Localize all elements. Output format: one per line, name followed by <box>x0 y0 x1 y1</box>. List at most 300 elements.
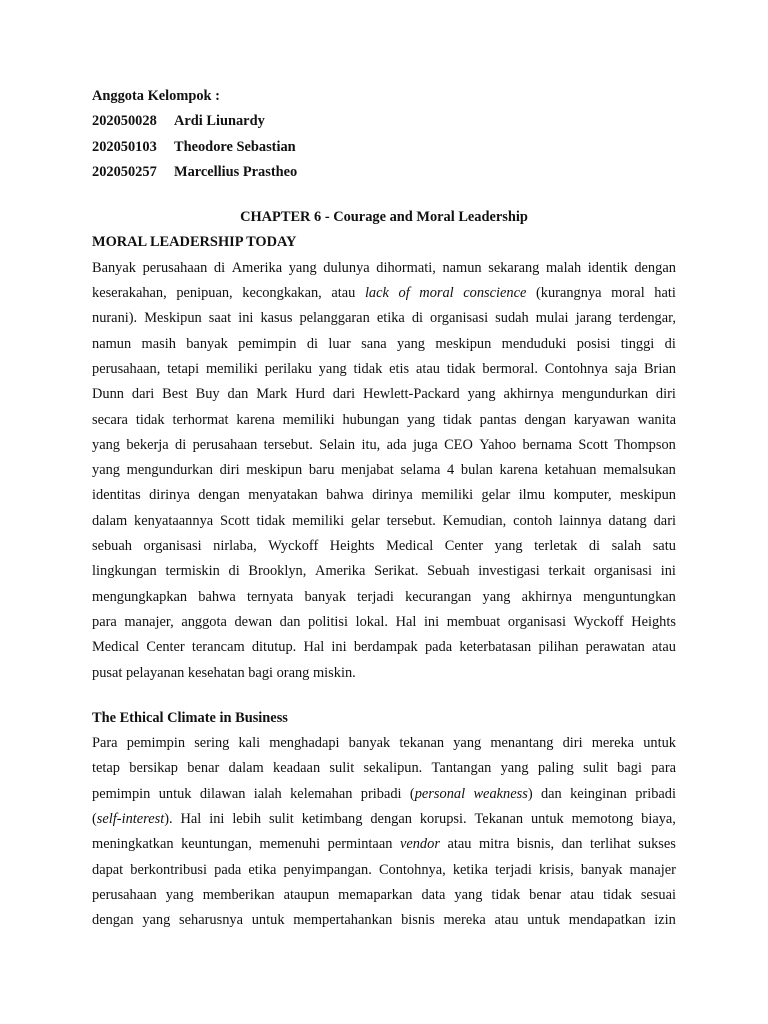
word: moral <box>611 285 645 302</box>
word: dan <box>279 613 301 630</box>
word: identitas <box>92 487 141 504</box>
word: identik <box>587 259 628 276</box>
word: yang <box>318 360 347 377</box>
text-line <box>92 408 676 433</box>
word: dan <box>561 836 583 853</box>
word: wanita <box>637 411 676 428</box>
document-page <box>92 84 676 934</box>
word: keuntungan, <box>181 836 252 853</box>
word: meningkatkan <box>92 836 174 853</box>
word: nurani). <box>92 310 138 327</box>
word: Heights <box>329 538 375 555</box>
word: organisasi <box>507 613 566 630</box>
word: pribadi <box>360 785 402 802</box>
word: dengan <box>370 811 412 828</box>
word: Wyckoff <box>573 613 624 630</box>
member-name: Ardi Liunardy <box>174 113 265 130</box>
word: mereka <box>443 912 486 929</box>
word: ini <box>209 811 225 828</box>
text-line <box>92 832 676 857</box>
word: karena <box>236 411 275 428</box>
word: tidak <box>353 360 383 377</box>
word: weakness <box>473 785 528 802</box>
word: sekarang <box>488 259 540 276</box>
word: malah <box>545 259 582 276</box>
word: dengan <box>634 259 676 276</box>
word: mengungkapkan <box>92 588 188 605</box>
word: lingkungan <box>92 563 157 580</box>
word: pelanggaran <box>299 310 370 327</box>
text-line <box>92 807 676 832</box>
word: posisi <box>576 335 611 352</box>
word: Center <box>146 639 185 656</box>
word: ini <box>423 613 440 630</box>
word: krisis, <box>538 861 574 878</box>
word: tidak <box>443 411 472 428</box>
word: seharusnya <box>179 912 243 929</box>
word: ketahuan <box>544 462 597 479</box>
word: dapat <box>92 861 124 878</box>
paragraph-last-line: pusat pelayanan kesehatan bagi orang miskin. <box>92 664 356 681</box>
word: gelar <box>351 512 380 529</box>
word: di <box>588 538 601 555</box>
word: menduduki <box>501 335 567 352</box>
word: bermoral. <box>482 360 538 377</box>
word: pemimpin <box>126 735 186 752</box>
word: yang <box>92 436 120 453</box>
word: perilaku <box>264 360 312 377</box>
word: sebuah <box>92 538 132 555</box>
word: di <box>664 335 676 352</box>
word: sulit <box>583 760 608 777</box>
word: lebih <box>232 811 262 828</box>
word: Contohnya, <box>378 861 446 878</box>
word: Best <box>162 386 188 403</box>
word: ialah <box>253 785 282 802</box>
word: dewan <box>234 613 273 630</box>
text-line <box>92 357 676 382</box>
word: banyak <box>186 335 228 352</box>
word: atau <box>494 912 519 929</box>
word: dengan <box>92 912 134 929</box>
word: ilmu <box>518 487 546 504</box>
member-name: Marcellius Prastheo <box>174 163 298 180</box>
word: tersebut. <box>263 436 313 453</box>
word: karena <box>499 462 538 479</box>
word: CEO <box>444 436 473 453</box>
word: dari <box>131 386 155 403</box>
word: di <box>175 436 187 453</box>
word: mulai <box>535 310 569 327</box>
word: memaparkan <box>338 886 413 903</box>
word: kelemahan <box>290 785 353 802</box>
word <box>97 811 173 827</box>
word: datang <box>608 512 647 529</box>
word: hati <box>654 285 676 302</box>
word: diri <box>562 735 583 752</box>
word: yang <box>453 735 482 752</box>
word: membuat <box>446 613 501 630</box>
word: satu <box>652 538 676 555</box>
text-line <box>92 509 676 534</box>
word: tinggi <box>620 335 655 352</box>
word: untuk <box>643 735 676 752</box>
text-line <box>92 635 676 660</box>
word: juga <box>412 436 438 453</box>
word: tersebut. <box>386 512 436 529</box>
word: data <box>421 886 446 903</box>
word: pada <box>214 861 242 878</box>
word: kali <box>238 735 261 752</box>
word: organisasi <box>143 538 202 555</box>
word: penipuan, <box>176 285 233 302</box>
word: dari <box>653 512 676 529</box>
word: ini <box>660 563 676 580</box>
word: meskipun <box>246 462 303 479</box>
word: ). <box>164 811 173 828</box>
word: tidak <box>256 512 286 529</box>
word: manajer <box>629 861 676 878</box>
word: bekerja <box>126 436 169 453</box>
word: memiliki <box>292 512 345 529</box>
word: vendor <box>399 836 440 853</box>
word: yang <box>142 912 171 929</box>
word: Hal <box>303 639 325 656</box>
word: mengundurkan <box>126 462 213 479</box>
word: mengundurkan <box>561 386 649 403</box>
word: untuk <box>251 912 285 929</box>
word: perusahaan <box>192 436 258 453</box>
word: Banyak <box>92 259 136 276</box>
word: terdengar, <box>618 310 676 327</box>
member-row <box>92 160 676 185</box>
word: pribadi <box>635 785 676 802</box>
word: akhirnya <box>503 386 554 403</box>
word: memotong <box>571 811 634 828</box>
word: di <box>213 259 226 276</box>
word: paling <box>537 760 574 777</box>
word: diri <box>655 386 676 403</box>
word: Serikat. <box>374 563 419 580</box>
word: akhirnya <box>521 588 573 605</box>
word: perusahaan <box>92 886 157 903</box>
word: sulit <box>269 811 294 828</box>
word: namun <box>92 335 132 352</box>
word: biaya, <box>641 811 676 828</box>
word: memiliki <box>205 360 258 377</box>
word: terkait <box>548 563 586 580</box>
word: Scott <box>578 436 608 453</box>
section-heading-ethical-climate: The Ethical Climate in Business <box>92 709 288 726</box>
word: perusahaan <box>142 259 208 276</box>
word: ada <box>386 436 407 453</box>
member-id: 202050257 <box>92 163 157 180</box>
word: Heights <box>631 613 676 630</box>
word: bahwa <box>198 588 236 605</box>
word: dari <box>332 386 356 403</box>
word: menantang <box>490 735 554 752</box>
word: Medical <box>92 639 140 656</box>
word: Hal <box>395 613 417 630</box>
word: para <box>92 613 117 630</box>
word: salah <box>611 538 642 555</box>
word: kenyataannya <box>134 512 214 529</box>
word: dalam <box>228 760 264 777</box>
word: untuk <box>530 811 564 828</box>
word: izin <box>654 912 676 929</box>
word: menjabat <box>341 462 394 479</box>
word: yang <box>165 886 194 903</box>
word: ( <box>409 785 415 802</box>
word: para <box>651 760 676 777</box>
member-row <box>92 135 676 160</box>
word: Yahoo <box>479 436 517 453</box>
text-line <box>92 433 676 458</box>
section-heading-moral-leadership: MORAL LEADERSHIP TODAY <box>92 234 297 251</box>
word: Meskipun <box>144 310 202 327</box>
word: keinginan <box>570 785 627 802</box>
word: mitra <box>478 836 510 853</box>
text-line <box>92 559 676 584</box>
word: pada <box>424 639 453 656</box>
word: pemimpin <box>92 785 151 802</box>
word: Medical <box>386 538 434 555</box>
text-line <box>92 908 676 933</box>
word: karyawan <box>573 411 630 428</box>
word: mendapatkan <box>568 912 646 929</box>
text-line <box>92 306 676 331</box>
word: dan <box>227 386 249 403</box>
member-id: 202050103 <box>92 138 157 155</box>
word: sulit <box>329 760 355 777</box>
text-line <box>92 281 676 306</box>
word: namun <box>442 259 482 276</box>
text-line <box>92 731 676 756</box>
word: personal <box>414 785 466 802</box>
word: tidak <box>491 886 521 903</box>
word: kecongkakan, <box>242 285 322 302</box>
word: komputer, <box>553 487 612 504</box>
word: bahwa <box>326 487 364 504</box>
word: yang <box>454 886 483 903</box>
members-heading: Anggota Kelompok : <box>92 88 220 104</box>
word: meskipun <box>620 487 676 504</box>
word: atau <box>415 360 440 377</box>
word: untuk <box>527 912 561 929</box>
word: perusahaan, <box>92 360 161 377</box>
word: yang <box>494 538 523 555</box>
word: saat <box>208 310 232 327</box>
word: dulunya <box>323 259 370 276</box>
word: nirlaba, <box>213 538 257 555</box>
text-line <box>92 782 676 807</box>
word: atau <box>447 836 472 853</box>
word: Wyckoff <box>268 538 319 555</box>
word: Amerika <box>315 563 366 580</box>
word: anggota <box>181 613 227 630</box>
word: investigasi <box>478 563 540 580</box>
text-line <box>92 756 676 781</box>
word: atau <box>331 285 356 302</box>
word: secara <box>92 411 128 428</box>
text-line <box>92 534 676 559</box>
word: ) <box>527 785 533 802</box>
word: benar <box>187 760 220 777</box>
word: Sebuah <box>427 563 470 580</box>
word: yang <box>407 411 436 428</box>
word: Brooklyn, <box>248 563 307 580</box>
member-name: Theodore Sebastian <box>174 138 296 155</box>
word: etis <box>389 360 410 377</box>
word: terletak <box>534 538 578 555</box>
word: mempertahankan <box>293 912 393 929</box>
word: tidak <box>603 886 632 903</box>
word: tidak <box>135 411 165 428</box>
word: Buy <box>195 386 220 403</box>
word: bisnis, <box>516 836 555 853</box>
word: gelar <box>481 487 511 504</box>
word: pantas <box>479 411 517 428</box>
word: kecurangan <box>405 588 472 605</box>
word: penyimpangan. <box>283 861 372 878</box>
word: 4 <box>447 462 455 479</box>
word: memalsukan <box>603 462 676 479</box>
word: mereka <box>591 735 635 752</box>
word: untuk <box>158 785 192 802</box>
word: di <box>228 563 240 580</box>
word: pemimpin <box>238 335 297 352</box>
word: memiliki <box>282 411 335 428</box>
word: meskipun <box>435 335 492 352</box>
word: baru <box>308 462 335 479</box>
word: kasus <box>260 310 293 327</box>
word: bulan <box>460 462 493 479</box>
word: keterbatasan <box>459 639 532 656</box>
word: bagi <box>617 760 642 777</box>
word: ketimbang <box>301 811 363 828</box>
word: Thompson <box>614 436 676 453</box>
word: keserakahan, <box>92 285 167 302</box>
word: ini <box>331 639 347 656</box>
word: hubungan <box>342 411 400 428</box>
word: berkontribusi <box>130 861 208 878</box>
word: politisi <box>308 613 348 630</box>
word: dan <box>540 785 562 802</box>
word: luar <box>328 335 351 352</box>
word: itu, <box>361 436 381 453</box>
word: yang <box>467 386 496 403</box>
word <box>410 782 465 807</box>
word <box>92 807 173 832</box>
word: banyak <box>304 588 347 605</box>
word: memenuhi <box>259 836 321 853</box>
word: banyak <box>348 735 391 752</box>
text-line <box>92 382 676 407</box>
chapter-title: CHAPTER 6 - Courage and Moral Leadership <box>240 209 528 226</box>
word: Dunn <box>92 386 124 403</box>
section-body-moral-leadership <box>92 256 676 661</box>
word: yang <box>92 462 120 479</box>
word: of <box>398 285 410 302</box>
word: termiskin <box>165 563 220 580</box>
word: terancam <box>191 639 245 656</box>
word: dalam <box>92 512 128 529</box>
member-row <box>92 109 676 134</box>
word: Tantangan <box>431 760 492 777</box>
word: contoh <box>513 512 553 529</box>
members-list <box>92 109 676 185</box>
word: atau <box>570 886 595 903</box>
word: Para <box>92 735 118 752</box>
word: masih <box>141 335 176 352</box>
word: diri <box>219 462 240 479</box>
word: dilawan <box>199 785 246 802</box>
word: tidak <box>446 360 476 377</box>
text-line <box>92 585 676 610</box>
word: sudah <box>495 310 529 327</box>
word: ini <box>238 310 254 327</box>
word: perawatan <box>585 639 645 656</box>
word: sukses <box>638 836 676 853</box>
word: memberikan <box>202 886 275 903</box>
word: (kurangnya <box>536 285 602 302</box>
word: selama <box>400 462 441 479</box>
word: tetap <box>92 760 120 777</box>
text-line <box>92 332 676 357</box>
word: Tekanan <box>474 811 524 828</box>
word: etika <box>248 861 277 878</box>
word: dengan <box>198 487 240 504</box>
word: keadaan <box>273 760 321 777</box>
word <box>473 782 532 807</box>
word: organisasi <box>430 310 489 327</box>
word: memiliki <box>421 487 474 504</box>
word: Hal <box>180 811 202 828</box>
word: ditutup. <box>251 639 297 656</box>
word: ketika <box>452 861 488 878</box>
word: tekanan <box>399 735 445 752</box>
word: menghadapi <box>269 735 340 752</box>
word: atau <box>651 639 676 656</box>
word: bersikap <box>129 760 179 777</box>
word: yang <box>397 335 426 352</box>
word: dirinya <box>149 487 190 504</box>
word: menyatakan <box>248 487 318 504</box>
word: di <box>306 335 319 352</box>
word: dirinya <box>372 487 413 504</box>
word: terjadi <box>357 588 394 605</box>
word: yang <box>482 588 511 605</box>
word: banyak <box>580 861 623 878</box>
word: bisnis <box>401 912 435 929</box>
word: sekalipun. <box>363 760 423 777</box>
word: ( <box>92 811 97 828</box>
word: saja <box>614 360 638 377</box>
word: Kemudian, <box>442 512 507 529</box>
word: sesuai <box>640 886 676 903</box>
word: manajer, <box>124 613 174 630</box>
word: dengan <box>524 411 566 428</box>
text-line <box>92 458 676 483</box>
word: dihormati, <box>376 259 436 276</box>
text-line <box>92 610 676 635</box>
word: sana <box>361 335 387 352</box>
word: ternyata <box>246 588 294 605</box>
section-body-ethical-climate <box>92 731 676 933</box>
word: lokal. <box>355 613 388 630</box>
word: lack <box>364 285 389 302</box>
word: yang <box>500 760 529 777</box>
